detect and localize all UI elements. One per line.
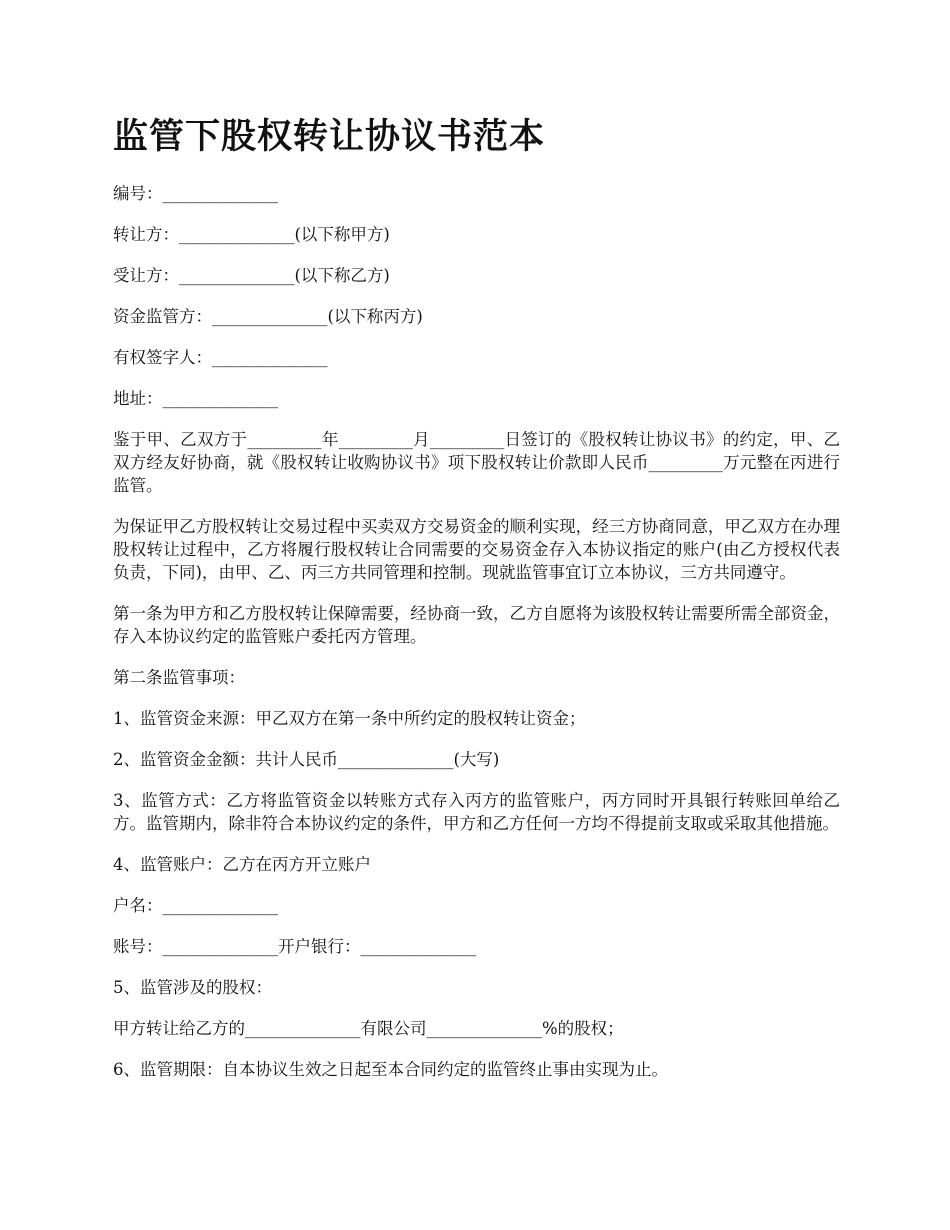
paragraph-article-2-heading: 第二条监管事项： [113, 668, 245, 687]
document-page [113, 112, 840, 1099]
paragraph-equity-transfer: 甲方转让给乙方的______________有限公司______________%的股权； [113, 1019, 624, 1038]
paragraph-account-number: 账号：______________开户银行：______________ [113, 937, 476, 956]
paragraph-item-5: 5、监管涉及的股权： [113, 978, 272, 997]
paragraph-fund-supervisor: 资金监管方：______________(以下称丙方) [113, 307, 423, 326]
paragraph-address: 地址：______________ [113, 389, 278, 408]
paragraph-item-4: 4、监管账户：乙方在丙方开立账户 [113, 855, 371, 874]
paragraph-purpose: 为保证甲乙方股权转让交易过程中买卖双方交易资金的顺利实现，经三方协商同意，甲乙双方在办理股权转让过程中，乙方将履行股权转让合同需要的交易资金存入本协议指定的账户(由乙方授权代表负责，下同)，由甲、乙、丙三方共同管理和控制。现就监管事宜订立本协议，三方共同遵守。 [113, 517, 840, 582]
paragraph-item-2: 2、监管资金金额：共计人民币______________(大写) [113, 750, 500, 769]
paragraph-whereas: 鉴于甲、乙双方于_________年_________月_________日签订的《股权转让协议书》的约定，甲、乙双方经友好协商，就《股权转让收购协议书》项下股权转让价款即人民币_________万元整在丙进行监管。 [113, 430, 840, 495]
document-title: 监管下股权转让协议书范本 [113, 117, 546, 157]
paragraph-account-name: 户名：______________ [113, 896, 278, 915]
paragraph-item-3: 3、监管方式：乙方将监管资金以转账方式存入丙方的监管账户，丙方同时开具银行转账回单给乙方。监管期内，除非符合本协议约定的条件，甲方和乙方任何一方均不得提前支取或采取其他措施。 [113, 791, 840, 833]
paragraph-serial-number: 编号：______________ [113, 184, 278, 203]
paragraph-article-1: 第一条为甲方和乙方股权转让保障需要，经协商一致，乙方自愿将为该股权转让需要所需全部资金，存入本协议约定的监管账户委托丙方管理。 [113, 604, 840, 646]
paragraph-transferor: 转让方：______________(以下称甲方) [113, 225, 390, 244]
paragraph-item-6: 6、监管期限：自本协议生效之日起至本合同约定的监管终止事由实现为止。 [113, 1060, 668, 1079]
paragraph-item-1: 1、监管资金来源：甲乙双方在第一条中所约定的股权转让资金； [113, 709, 586, 728]
paragraph-authorized-signatory: 有权签字人：______________ [113, 348, 328, 367]
paragraph-transferee: 受让方：______________(以下称乙方) [113, 266, 390, 285]
